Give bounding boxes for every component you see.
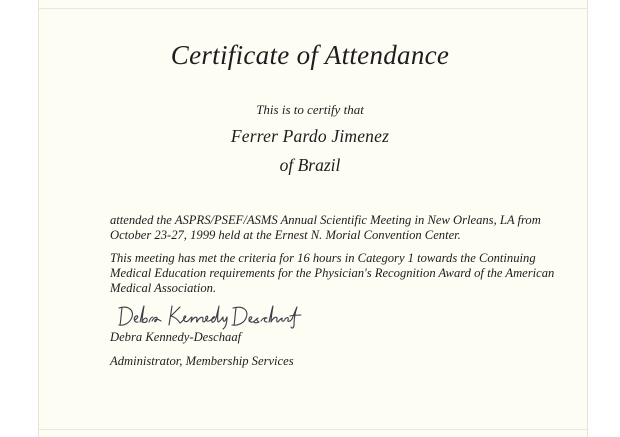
- recipient-name: Ferrer Pardo Jimenez: [230, 126, 390, 146]
- certify-line: This is to certify that: [256, 102, 364, 117]
- signature-icon: [116, 300, 316, 332]
- paper-edge: [39, 429, 587, 430]
- attendance-statement: attended the ASPRS/PSEF/ASMS Annual Scientific Meeting in New Orleans, LA from October 23-27, 1999 held at the Ernest N. Morial Convention Center.: [110, 213, 541, 242]
- signatory-title: Administrator, Membership Services: [110, 354, 294, 368]
- paper-edge: [39, 8, 587, 9]
- certificate-title: Certificate of Attendance: [170, 40, 450, 70]
- signatory-name: Debra Kennedy-Deschaaf: [110, 330, 242, 344]
- recipient-origin: of Brazil: [279, 155, 341, 175]
- criteria-statement: This meeting has met the criteria for 16 hours in Category 1 towards the Continuing Medical Education requirements for the Physician's Recognition Award of the American Medical Association.: [110, 251, 555, 295]
